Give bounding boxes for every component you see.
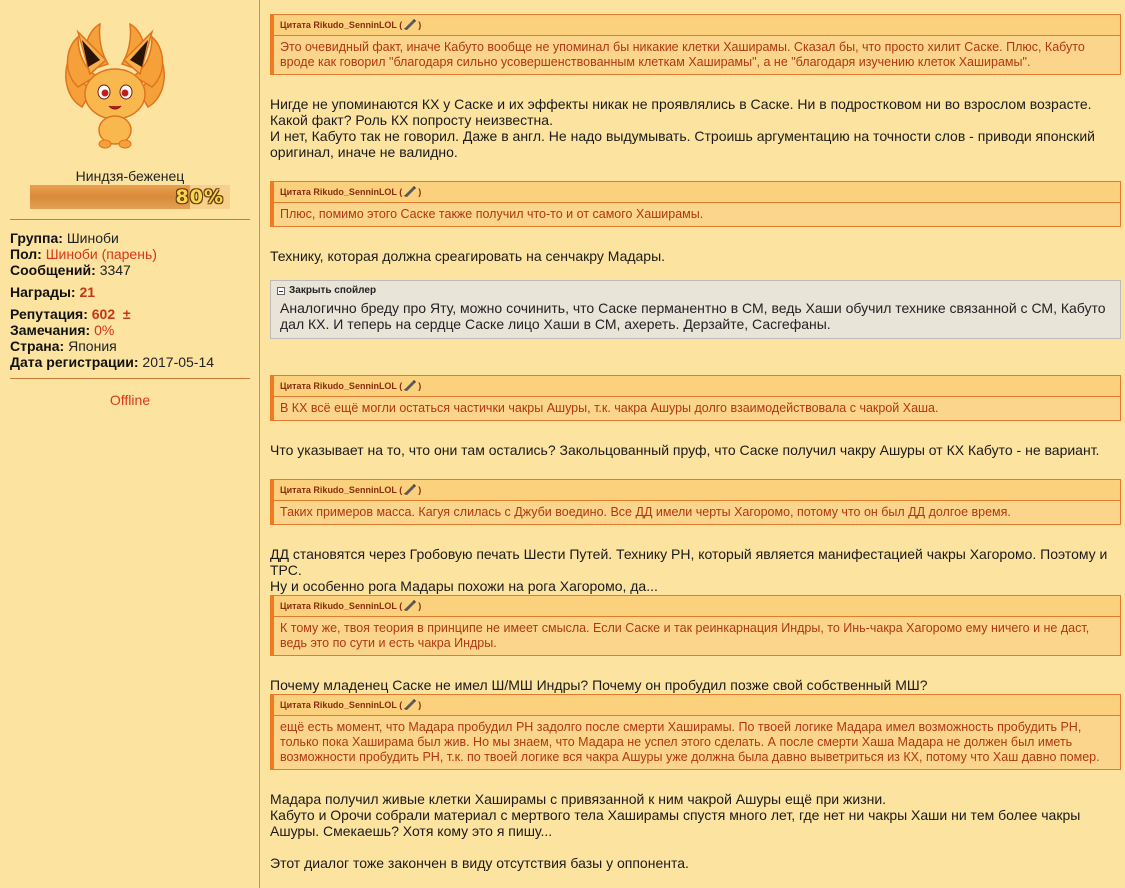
reputation-value[interactable]: 602	[91, 306, 116, 322]
group-row: Группа: Шиноби	[10, 230, 119, 246]
warnings-value[interactable]: 0%	[94, 322, 115, 338]
awards-count[interactable]: 21	[79, 284, 96, 300]
post-paragraph: Почему младенец Саске не имел Ш/МШ Индры? Почему он пробудил позже свой собственный МШ?	[270, 677, 928, 693]
rank-progress-bar	[30, 185, 230, 209]
pen-icon[interactable]	[403, 483, 417, 495]
quote-text: Плюс, помимо этого Саске также получил что-то и от самого Хаширамы.	[280, 207, 704, 221]
pen-icon[interactable]	[403, 379, 417, 391]
rank-title: Ниндзя-беженец	[75, 168, 185, 184]
quote-block	[270, 181, 1121, 227]
country-row: Страна: Япония	[10, 338, 117, 354]
post-paragraph: Что указывает на то, что они там остались? Закольцованный пруф, что Саске получил чакру Ашуры от КХ Кабуто - не вариант.	[270, 442, 1100, 458]
quote-text: Таких примеров масса. Кагуя слилась с Джуби воедино. Все ДД имели черты Хагоромо, потому что он был ДД долгое время.	[280, 505, 1011, 519]
reputation-row: Репутация: 602 ±	[10, 306, 131, 322]
reputation-change-button[interactable]: ±	[122, 306, 131, 322]
post-paragraph: Нигде не упоминаются КХ у Саске и их эффекты никак не проявлялись в Саске. Ни в подростковом ни во взрослом возрасте. Какой факт? Роль КХ попросту неизвестна. И нет, Кабуто так не говорил. Даже в англ. Не надо выдумывать. Строишь аргументацию на точности слов - приводи японский оригинал, иначе не валидно.	[270, 96, 1095, 160]
post-paragraph: Мадара получил живые клетки Хаширамы с привязанной к ним чакрой Ашуры ещё при жизни. Кабуто и Орочи собрали материал с мертвого тела Хаширамы спустя много лет, где нет ни чакры Хаши ни тем более чакры Ашуры. Смекаешь? Хотя кому это я пишу... Этот диалог тоже закончен в виду отсутствия базы у оппонента.	[270, 791, 1081, 871]
quote-header: Цитата Rikudo_SenninLOL ( )	[274, 596, 1120, 617]
quote-block	[270, 14, 1121, 75]
post-paragraph: Технику, которая должна среагировать на сенчакру Мадары.	[270, 248, 666, 264]
user-info	[10, 230, 255, 370]
regdate-row: Дата регистрации: 2017-05-14	[10, 354, 215, 370]
pen-icon[interactable]	[403, 599, 417, 611]
gender-value: Шиноби (парень)	[45, 246, 157, 262]
rank-progress-fill	[30, 185, 190, 209]
awards-row[interactable]: Награды: 21	[10, 284, 96, 300]
quote-text: ещё есть момент, что Мадара пробудил РН задолго после смерти Хаширамы. По твоей логике Мадара имел возможность пробудить РН, только пока Хаширама был жив. Но мы знаем, что Мадара не успел этого сделать. А после смерти Хаша Мадара не должен был иметь возможности пробудить РН, т.к. по твоей логике вся чакра Ашуры уже должна была давно выветриться из КХ, потому что Хаш давно помер.	[280, 720, 1100, 764]
sidebar-divider	[10, 219, 250, 220]
pen-icon[interactable]	[403, 698, 417, 710]
collapse-icon[interactable]	[277, 287, 285, 295]
quote-block	[270, 595, 1121, 656]
quote-block	[270, 479, 1121, 525]
quote-text: В КХ всё ещё могли остаться частички чакры Ашуры, т.к. чакра Ашуры долго взаимодействовала с чакрой Хаша.	[280, 401, 939, 415]
quote-block	[270, 375, 1121, 421]
spoiler-text: Аналогично бреду про Яту, можно сочинить, что Саске перманентно в СМ, ведь Хаши обучил технике связанной с СМ, Кабуто дал КХ. И теперь на сердце Саске лицо Хаши в СМ, ахереть. Дерзайте, Сасгефаны.	[280, 300, 1106, 332]
posts-count: 3347	[99, 262, 131, 278]
quote-block	[270, 694, 1121, 770]
quote-header: Цитата Rikudo_SenninLOL ( )	[274, 376, 1120, 397]
quote-header: Цитата Rikudo_SenninLOL ( )	[274, 695, 1120, 716]
quote-header: Цитата Rikudo_SenninLOL ( )	[274, 480, 1120, 501]
nine-tailed-fox-icon[interactable]	[60, 12, 170, 152]
quote-header: Цитата Rikudo_SenninLOL ( )	[274, 182, 1120, 203]
quote-text: К тому же, твоя теория в принципе не имеет смысла. Если Саске и так реинкарнация Индры, то Инь-чакра Хагоромо ему ничего и не даст, ведь это по сути и есть чакра Индры.	[280, 621, 1090, 650]
sidebar-divider	[10, 378, 250, 379]
pen-icon[interactable]	[403, 18, 417, 30]
country-value: Япония	[68, 338, 117, 354]
spoiler-toggle-label[interactable]: Закрыть спойлер	[289, 285, 377, 296]
spoiler-block	[270, 280, 1121, 339]
user-sidebar	[0, 0, 260, 888]
warnings-row: Замечания: 0%	[10, 322, 115, 338]
group-value: Шиноби	[66, 230, 119, 246]
online-status: Offline	[109, 392, 151, 408]
quote-header: Цитата Rikudo_SenninLOL ( )	[274, 15, 1120, 36]
post-paragraph: ДД становятся через Гробовую печать Шести Путей. Технику РН, который является манифестацией чакры Хагоромо. Поэтому и ТРС. Ну и особенно рога Мадары похожи на рога Хагоромо, да...	[270, 546, 1108, 594]
rank-percent: 80%	[175, 186, 224, 208]
spoiler-toggle[interactable]	[271, 281, 1120, 298]
posts-row: Сообщений: 3347	[10, 262, 131, 278]
regdate-value: 2017-05-14	[142, 354, 215, 370]
quote-text: Это очевидный факт, иначе Кабуто вообще не упоминал бы никакие клетки Хаширамы. Сказал бы, что просто хилит Саске. Плюс, Кабуто вроде как говорил "благодаря сильно усовершенствованным клеткам Хаширамы", а не "благодаря изучению клеток Хаширамы".	[280, 40, 1085, 69]
pen-icon[interactable]	[403, 185, 417, 197]
post-body	[270, 14, 1121, 871]
gender-row: Пол: Шиноби (парень)	[10, 246, 157, 262]
